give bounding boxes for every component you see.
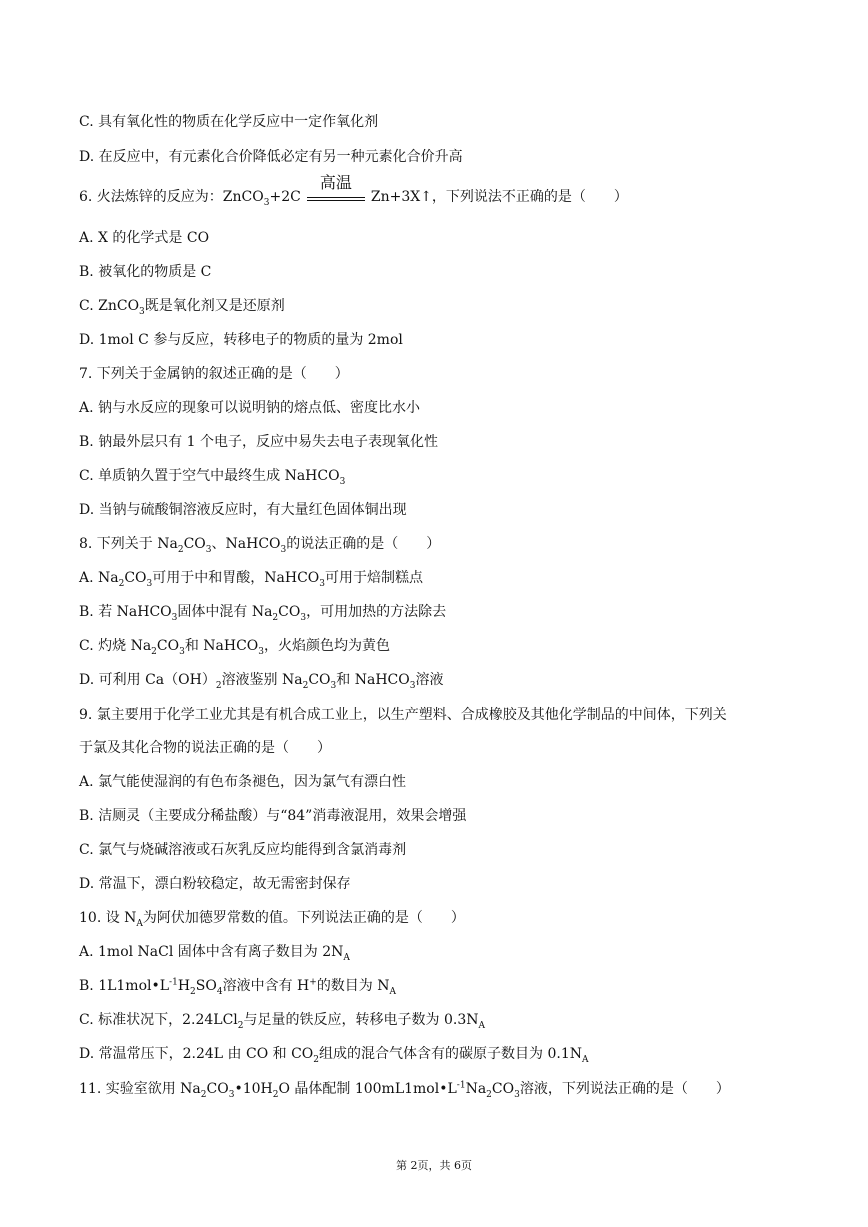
option-line: B. 洁厕灵（主要成分稀盐酸）与“84”消毒液混用，效果会增强 bbox=[79, 808, 467, 824]
option-line: B. $1L1mol•L^{-1}H_2SO_4$溶液中含有 H+的数目为 $N_A$ bbox=[79, 977, 397, 997]
option-line: D. 可利用 $Ca(OH)_2$溶液鉴别 $Na_2CO_3$和 NaHCO$_3$溶液 bbox=[79, 672, 444, 691]
option-line: D. 常温常压下，2.24L 由 CO 和 $CO_2$组成的混合气体含有的碳原子数目为 $0.1N_A$ bbox=[79, 1046, 589, 1065]
option-line: C. 氯气与烧碱溶液或石灰乳反应均能得到含氯消毒剂 bbox=[79, 842, 407, 858]
option-line: B. 被氧化的物质是 C bbox=[79, 264, 212, 280]
option-line: A. 1mol NaCl 固体中含有离子数目为 $2N_A$ bbox=[79, 944, 350, 963]
question-10: 10. 设 $N_A$为阿伏加德罗常数的值。下列说法正确的是（ ） bbox=[79, 910, 465, 929]
option-line: B. 钠最外层只有 1 个电子，反应中易失去电子表现氧化性 bbox=[79, 434, 438, 450]
page-footer: 第 2页，共 6页 bbox=[396, 1159, 472, 1172]
option-line: D. 在反应中，有元素化合价降低必定有另一种元素化合价升高 bbox=[79, 149, 463, 165]
question-6: 6. 火法炼锌的反应为：ZnCO$_3$+2C 高温 Zn+3X↑，下列说法不正确的是（ ） bbox=[79, 173, 628, 208]
option-line: A. 钠与水反应的现象可以说明钠的熔点低、密度比水小 bbox=[79, 400, 421, 416]
option-line: C. 单质钠久置于空气中最终生成 NaHCO$_3$ bbox=[79, 468, 346, 487]
question-11: 11. 实验室欲用 $Na_2CO_3•10H_2O$ 晶体配制 $100mL1mol•L^{-1}Na_2CO_3$溶液，下列说法正确的是（ ） bbox=[79, 1080, 730, 1100]
option-line: D. 1mol C 参与反应，转移电子的物质的量为 2mol bbox=[79, 332, 403, 348]
option-line: C. 灼烧 $Na_2CO_3$和 NaHCO$_3$，火焰颜色均为黄色 bbox=[79, 638, 391, 657]
reaction-condition: 高温 bbox=[307, 187, 365, 207]
question-9-cont: 于氯及其化合物的说法正确的是（ ） bbox=[79, 740, 331, 756]
option-line: B. 若 NaHCO$_3$固体中混有 $Na_2CO_3$，可用加热的方法除去 bbox=[79, 604, 447, 623]
option-line: A. 氯气能使湿润的有色布条褪色，因为氯气有漂白性 bbox=[79, 774, 407, 790]
option-line: D. 当钠与硫酸铜溶液反应时，有大量红色固体铜出现 bbox=[79, 502, 407, 518]
question-9: 9. 氯主要用于化学工业尤其是有机合成工业上，以生产塑料、合成橡胶及其他化学制品的中间体，下列关 bbox=[79, 707, 727, 723]
question-7: 7. 下列关于金属钠的叙述正确的是（ ） bbox=[79, 366, 349, 382]
question-8: 8. 下列关于 $Na_2CO_3$、NaHCO$_3$的说法正确的是（ ） bbox=[79, 536, 441, 555]
option-line: C. 具有氧化性的物质在化学反应中一定作氧化剂 bbox=[79, 114, 379, 130]
option-line: A. $Na_2CO_3$可用于中和胃酸，NaHCO$_3$可用于焙制糕点 bbox=[79, 570, 424, 589]
option-line: A. X 的化学式是 CO bbox=[79, 230, 210, 246]
option-line: C. 标准状况下，2.24LCl$_2$与足量的铁反应，转移电子数为 $0.3N_A$ bbox=[79, 1012, 485, 1031]
option-line: C. ZnCO$_3$既是氧化剂又是还原剂 bbox=[79, 298, 285, 317]
option-line: D. 常温下，漂白粉较稳定，故无需密封保存 bbox=[79, 876, 351, 892]
